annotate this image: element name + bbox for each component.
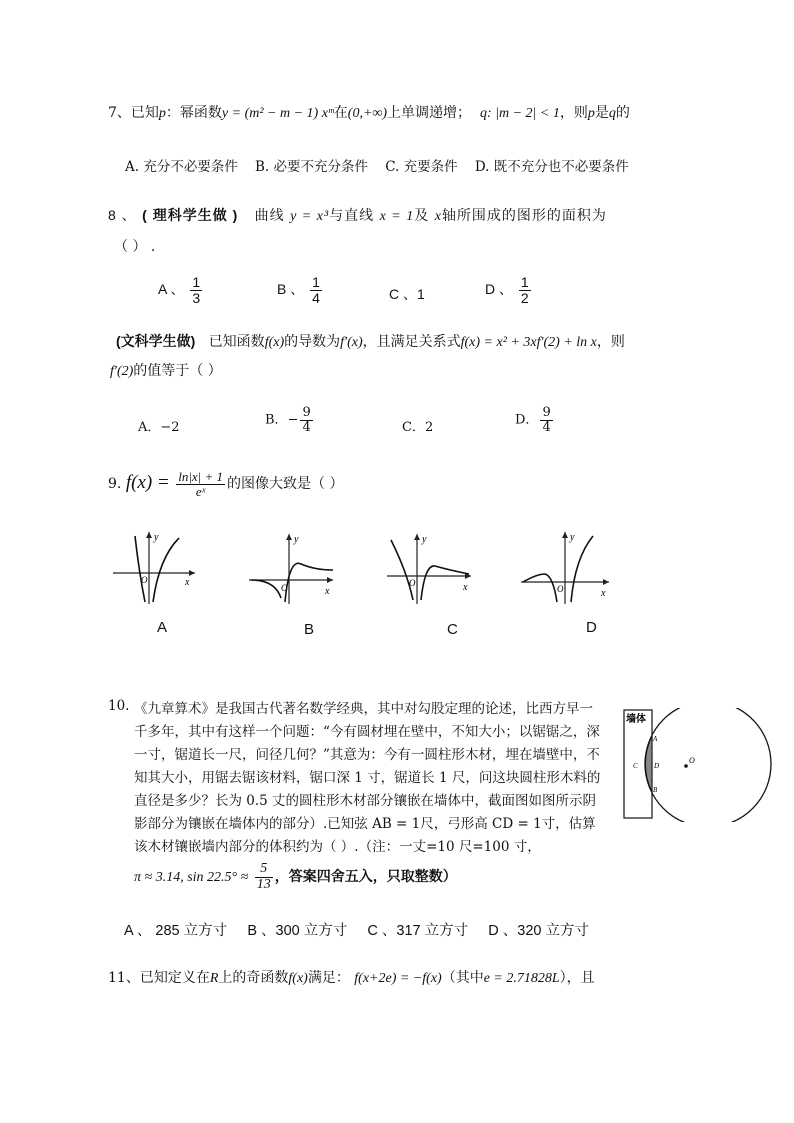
- svg-text:O: O: [689, 756, 695, 765]
- q8-blank: （ ） .: [114, 239, 156, 255]
- q9-stem: 9. f(x) = $\frac{\ln|x| + 1}{\text{eˣ}}$ 的图像大致是（ ）: [108, 469, 344, 499]
- q7-condition-q: : |m − 2| < 1: [486, 106, 560, 121]
- q10-stem: 《九章算术》是我国古代著名数学经典，其中对勾股定理的论述，比西方早一 千多年，其中有这样一个问题：“今有圆材埋在壁中，不知大小；以锯锯之，深 一寸，锯道长一尺，问径几何？”其意为：今有一圆柱形木材，埋在墙壁中，不 知其大小，用锯去锯该材料，锯口深 1 寸，锯道长 1 尺，问这块圆柱形木料的 直径是多少？长为 0.5 丈的圆柱形木材部分镶嵌在墙体中，截面图如图所示阴 影部分为镶嵌在墙体内的部分）.已知弦 AB = 1尺，弓形高 CD = 1寸，估算 该木材镶嵌墙内部分的体积约为（ ）.（注：一丈=10 尺=100 寸，: [134, 701, 601, 855]
- q10-option-d[interactable]: D 、320 立方寸: [488, 923, 590, 939]
- q8-science-tag: ( 理科学生做 ): [142, 207, 239, 223]
- q8-arts-option-b[interactable]: B．− $\frac{9}{4}$: [265, 405, 311, 435]
- q8-arts-tag: (文科学生做): [116, 333, 196, 349]
- svg-text:O: O: [409, 578, 416, 588]
- q8-arts-option-d[interactable]: D． $\frac{9}{4}$: [515, 405, 551, 435]
- svg-text:y: y: [294, 534, 299, 545]
- q8-option-a[interactable]: A 、 $\frac{1}{3}$: [158, 274, 201, 306]
- svg-text:A: A: [653, 735, 658, 743]
- svg-text:y: y: [570, 532, 575, 543]
- q7-number: 7、: [108, 105, 131, 121]
- q8-arts-option-c[interactable]: C．2: [402, 420, 434, 435]
- svg-text:x: x: [325, 586, 330, 597]
- wall-label: 墙体: [626, 714, 646, 725]
- svg-text:x: x: [463, 582, 468, 593]
- svg-text:O: O: [281, 583, 288, 593]
- q11-stem: 11、已知定义在R上的奇函数f(x)满足： f(x+2e) = −f(x)（其中e = 2.71828L），且: [108, 970, 595, 986]
- q7-stem: 7、已知p：幂函数y = (m² − m − 1) xᵐ在(0,+∞)上单调递增； q: |m − 2| < 1，则p是q的: [108, 105, 630, 121]
- svg-text:B: B: [653, 786, 658, 794]
- q8-arts-stem: (文科学生做) 已知函数f(x)的导数为f′(x)，且满足关系式f(x) = x² + 3xf′(2) + ln x，则: [116, 333, 625, 350]
- q7-option-a[interactable]: A. 充分不必要条件: [125, 159, 238, 175]
- svg-text:C: C: [633, 762, 638, 770]
- q7-power-function: y = (m² − m − 1) xᵐ: [221, 106, 334, 121]
- q8-option-d[interactable]: D 、 $\frac{1}{2}$: [485, 274, 529, 306]
- q9-graph-b[interactable]: [249, 534, 333, 604]
- q7-option-c[interactable]: C. 充要条件: [385, 159, 458, 175]
- q10-option-c[interactable]: C 、317 立方寸: [367, 923, 469, 939]
- svg-text:x: x: [601, 588, 606, 599]
- q9-label-c: C: [447, 621, 458, 638]
- center-point: [684, 764, 688, 768]
- svg-text:y: y: [422, 534, 427, 545]
- q9-label-a: A: [157, 619, 168, 636]
- svg-text:D: D: [654, 762, 660, 770]
- svg-text:O: O: [557, 584, 564, 594]
- q8-stem: 8 、 ( 理科学生做 ) 曲线 y = x³与直线 x = 1及 x轴所围成的图形的面积为: [108, 207, 607, 224]
- x-label-a: x: [185, 577, 190, 588]
- q9-graphs: [105, 528, 615, 608]
- q8-option-c[interactable]: C 、1: [389, 286, 425, 302]
- q9-label-d: D: [586, 619, 597, 636]
- q7-option-d[interactable]: D. 既不充分也不必要条件: [474, 159, 629, 175]
- q8-arts-option-a[interactable]: A．−2: [138, 420, 180, 435]
- q9-label-b: B: [304, 621, 315, 638]
- q10-approx: π ≈ 3.14, sin 22.5° ≈ $\frac{5}{13}$ ，答案四舍五入，只取整数）: [134, 861, 457, 892]
- q8-arts-stem-line2: f′(2)的值等于（ ）: [110, 363, 222, 379]
- q9-graph-a[interactable]: [113, 532, 195, 604]
- log-circle: [645, 708, 771, 822]
- curve-a-left: [135, 536, 145, 602]
- q7-option-b[interactable]: B. 必要不充分条件: [255, 159, 369, 175]
- q10-number: 10.: [108, 698, 130, 714]
- q10-option-b[interactable]: B 、300 立方寸: [247, 923, 348, 939]
- q10-option-a[interactable]: A 、 285 立方寸: [124, 923, 228, 939]
- q7-options: [125, 155, 629, 175]
- curve-a-right: [153, 538, 179, 602]
- q9-graph-c[interactable]: [387, 534, 471, 604]
- q10-figure: [622, 708, 778, 822]
- origin-a: O: [141, 575, 148, 585]
- q9-graph-d[interactable]: [521, 532, 609, 604]
- y-label-a: y: [154, 532, 159, 543]
- q8-option-b[interactable]: B 、 $\frac{1}{4}$: [277, 274, 320, 306]
- q10-options: [124, 919, 589, 940]
